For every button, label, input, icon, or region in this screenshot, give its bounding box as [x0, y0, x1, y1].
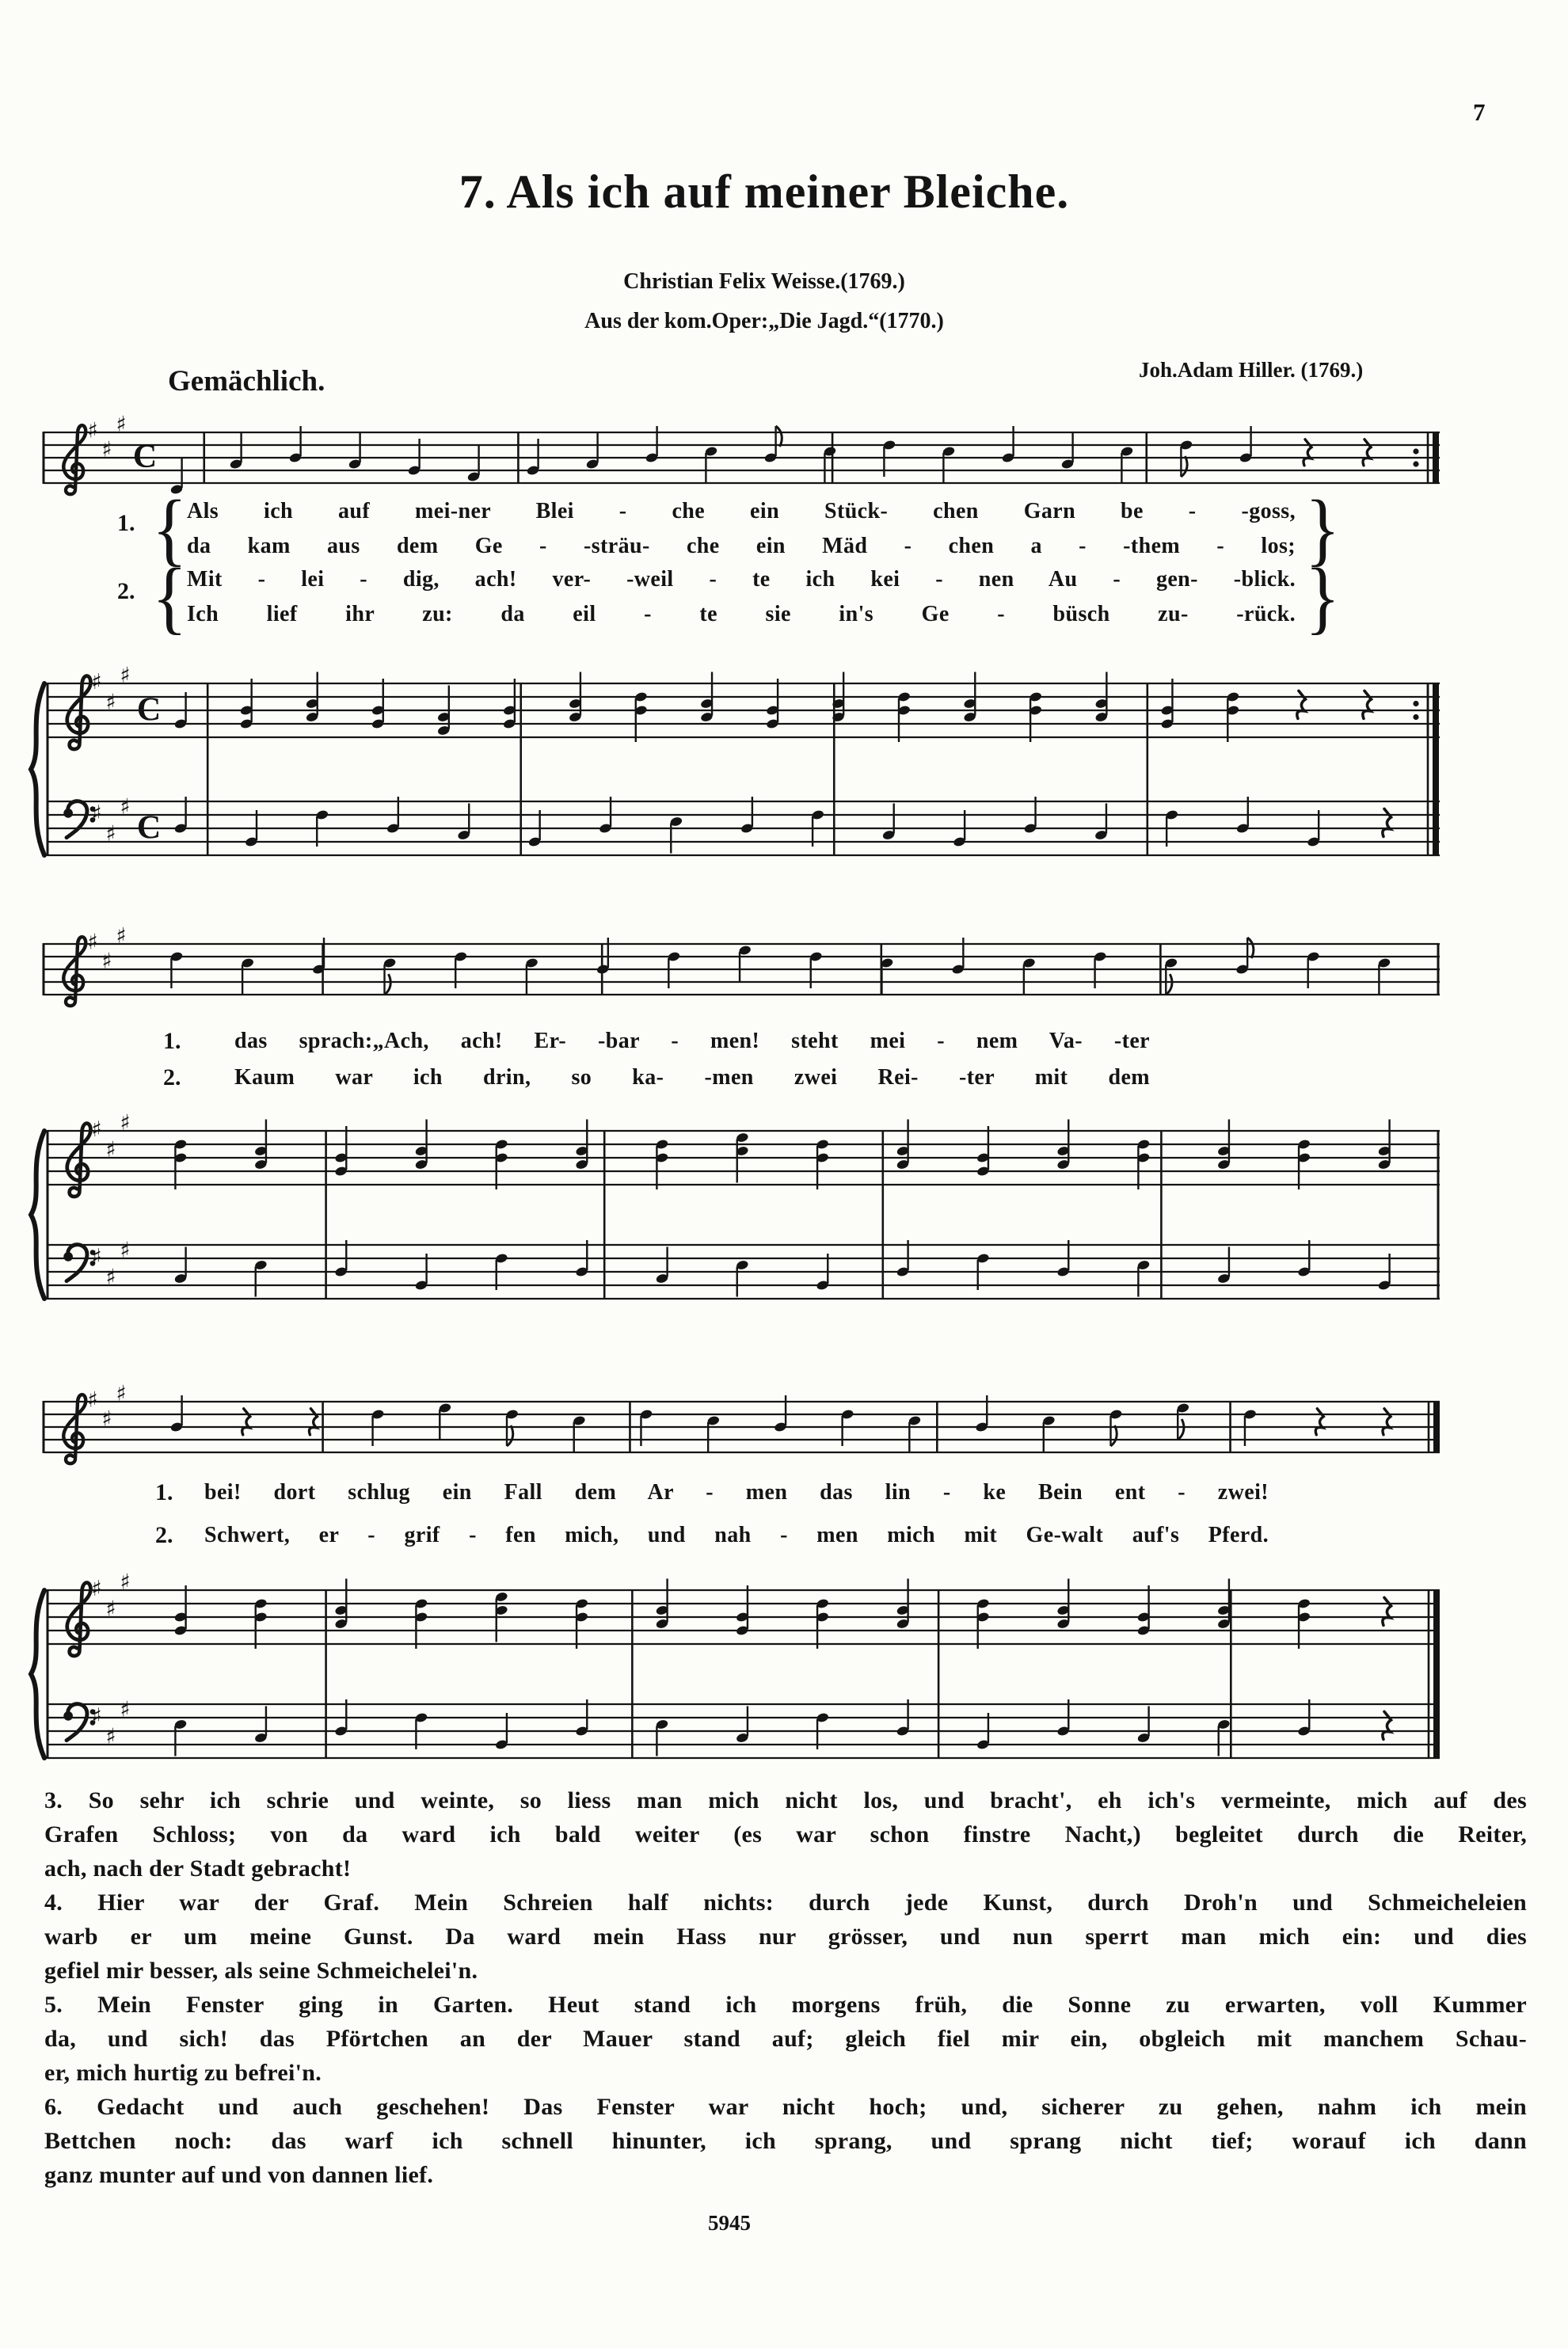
piano-treble-staff-system-2	[48, 1110, 1440, 1197]
piano-treble-staff-system-1	[48, 663, 1440, 749]
verse-text-line: 3. So sehr ich schrie und weinte, so liess man mich nicht los, und bracht', eh ich's vermeinte, mich auf des	[44, 1787, 1527, 1813]
piano-brace-icon	[31, 1590, 44, 1758]
lyric-close-brace-icon: }	[1305, 551, 1341, 642]
key-signature-sharps	[91, 1110, 130, 1162]
bass-clef-icon	[63, 801, 95, 838]
svg-text:♯: ♯	[91, 1703, 102, 1729]
svg-text:♯: ♯	[91, 1576, 102, 1601]
verse-text-line: 5. Mein Fenster ging in Garten. Heut stand ich morgens früh, die Sonne zu erwarten, voll Kummer	[44, 1992, 1527, 2018]
key-signature-sharps	[91, 663, 130, 714]
svg-text:♯: ♯	[91, 669, 102, 695]
verse-number: 1.	[155, 1479, 173, 1505]
svg-text:♯: ♯	[120, 1570, 131, 1595]
svg-text:♯: ♯	[105, 1265, 116, 1290]
plate-number: 5945	[708, 2211, 751, 2235]
opera-source: Aus der kom.Oper:„Die Jagd.“(1770.)	[584, 309, 944, 333]
composer-credit: Joh.Adam Hiller. (1769.)	[1139, 358, 1364, 382]
svg-text:♯: ♯	[101, 949, 112, 974]
svg-text:♯: ♯	[105, 821, 116, 847]
svg-text:♯: ♯	[116, 923, 127, 949]
verse-text-line: Grafen Schloss; von da ward ich bald weiter (es war schon finstre Nacht,) begleitet durch die Reiter,	[44, 1821, 1527, 1848]
svg-text:♯: ♯	[120, 1238, 131, 1263]
lyric-line: Mit - lei - dig, ach! ver- -weil - te ich kei - nen Au - gen- -blick.	[187, 567, 1296, 592]
time-signature: C	[136, 691, 162, 729]
svg-text:♯: ♯	[105, 1137, 116, 1163]
piano-bass-staff-system-2	[48, 1238, 1440, 1300]
bass-clef-icon	[63, 1245, 95, 1281]
lyric-open-brace-icon: {	[152, 483, 188, 574]
lyric-line: Ich lief ihr zu: da eil - te sie in's Ge - büsch zu- -rück.	[187, 602, 1296, 626]
verse-text-line: ganz munter auf und von dannen lief.	[44, 2162, 434, 2188]
verse-text-line: 4. Hier war der Graf. Mein Schreien half nichts: durch jede Kunst, durch Droh'n und Schmeicheleien	[44, 1889, 1527, 1916]
svg-text:♯: ♯	[87, 1387, 98, 1413]
lyric-line: das sprach:„Ach, ach! Er- -bar - men! steht mei - nem Va- -ter	[234, 1029, 1150, 1053]
svg-text:♯: ♯	[105, 690, 116, 715]
lyric-line: Kaum war ich drin, so ka- -men zwei Rei- -ter mit dem	[234, 1065, 1150, 1090]
tempo-marking: Gemächlich.	[168, 365, 325, 398]
voice-staff-system-1	[44, 412, 1440, 495]
piece-title: 7. Als ich auf meiner Bleiche.	[459, 166, 1070, 218]
key-signature-sharps	[87, 923, 126, 973]
bass-clef-icon	[63, 1704, 95, 1741]
verse-text-line: Bettchen noch: das warf ich schnell hinunter, ich sprang, und sprang nicht tief; worauf ich dann	[44, 2128, 1527, 2154]
svg-text:♯: ♯	[91, 1117, 102, 1142]
page-number: 7	[1473, 98, 1486, 126]
verse-text-line: er, mich hurtig zu befrei'n.	[44, 2060, 322, 2086]
key-signature-sharps	[91, 1570, 130, 1621]
lyric-line: Als ich auf mei-ner Blei - che ein Stück- chen Garn be - -goss,	[187, 499, 1296, 523]
lyric-open-brace-icon: {	[152, 551, 188, 642]
key-signature-sharps	[87, 412, 126, 462]
verse-number: 2.	[155, 1522, 173, 1548]
verse-number: 2.	[117, 578, 135, 604]
lyric-close-brace-icon: }	[1305, 483, 1341, 574]
svg-text:♯: ♯	[91, 1244, 102, 1269]
svg-text:♯: ♯	[101, 437, 112, 462]
piano-bass-staff-system-1	[48, 794, 1440, 856]
voice-staff-system-3	[44, 1381, 1440, 1463]
svg-text:♯: ♯	[105, 1724, 116, 1749]
svg-text:♯: ♯	[120, 794, 131, 820]
svg-text:♯: ♯	[87, 930, 98, 955]
svg-text:♯: ♯	[120, 1697, 131, 1722]
piano-brace-icon	[31, 1131, 44, 1299]
svg-text:♯: ♯	[91, 801, 102, 826]
time-signature: C	[136, 809, 162, 847]
svg-text:♯: ♯	[120, 1110, 131, 1136]
svg-text:♯: ♯	[116, 1381, 127, 1406]
verse-text-line: ach, nach der Stadt gebracht!	[44, 1855, 352, 1882]
svg-text:♯: ♯	[116, 412, 127, 437]
piano-brace-icon	[31, 683, 44, 855]
svg-text:♯: ♯	[87, 418, 98, 443]
voice-staff-system-2	[44, 923, 1440, 1006]
svg-text:♯: ♯	[101, 1406, 112, 1432]
lyric-line: da kam aus dem Ge - -sträu- che ein Mäd - chen a - -them - los;	[187, 534, 1296, 558]
time-signature: C	[132, 438, 158, 475]
verse-text-line: warb er um meine Gunst. Da ward mein Hass nur grösser, und nun sperrt man mich ein: und dies	[44, 1924, 1527, 1950]
lyricist-credit: Christian Felix Weisse.(1769.)	[623, 269, 905, 294]
grand-staff-connectors	[31, 1131, 1438, 1299]
lyric-line: bei! dort schlug ein Fall dem Ar - men das lin - ke Bein ent - zwei!	[204, 1480, 1269, 1505]
verse-text-line: 6. Gedacht und auch geschehen! Das Fenster war nicht hoch; und, sicherer zu gehen, nahm ich mein	[44, 2094, 1527, 2120]
svg-text:♯: ♯	[120, 663, 131, 688]
svg-text:♯: ♯	[105, 1596, 116, 1622]
verse-number: 1.	[163, 1028, 181, 1054]
verse-text-line: da, und sich! das Pförtchen an der Mauer stand auf; gleich fiel mir ein, obgleich mit manchem Schau-	[44, 2026, 1527, 2052]
lyric-line: Schwert, er - grif - fen mich, und nah - men mich mit Ge-walt auf's Pferd.	[204, 1523, 1269, 1547]
verse-text-line: gefiel mir besser, als seine Schmeichelei'n.	[44, 1958, 478, 1984]
verse-number: 1.	[117, 510, 135, 536]
footer-verses	[44, 1783, 1527, 2192]
key-signature-sharps	[87, 1381, 126, 1431]
verse-number: 2.	[163, 1064, 181, 1090]
